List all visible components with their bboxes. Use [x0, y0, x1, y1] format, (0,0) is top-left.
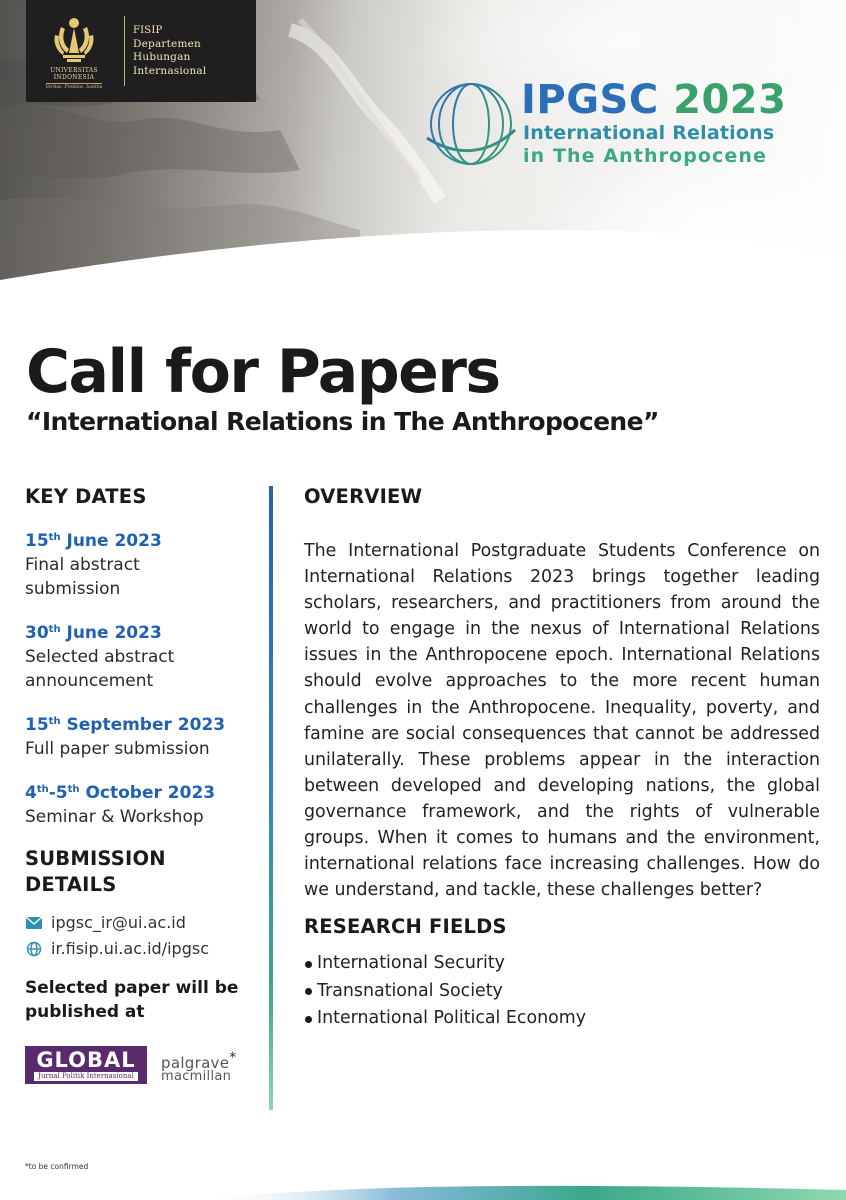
date-description: announcement	[25, 671, 154, 691]
date-day: 15	[25, 531, 49, 551]
date-item	[25, 713, 265, 761]
submission-heading-line1: SUBMISSION	[25, 847, 166, 870]
date-month-year: June 2023	[60, 623, 162, 643]
date-day: 15	[25, 715, 49, 735]
conference-acronym	[521, 78, 786, 122]
university-motto: Veritas, Probitas, Iustitia	[45, 84, 103, 90]
overview-text: The International Postgraduate Students Conference on International Relations 2023 brings together leading scholars, researchers, and practitioners from around the world to engage in the nexus of International Relations issues in the Anthropocene epoch. International Relations should evolve approaches to the more recent human challenges in the Anthropocene. Inequality, poverty, and famine are social consequences that cannot be addressed unilaterally. These problems appear in the interaction between developed and developing nations, the global governance framework, and the rights of vulnerable groups. When it comes to humans and the environment, international relations face increasing challenges. How do we understand, and tackle, these challenges better?	[304, 541, 820, 901]
conference-theme-line2: in The Anthropocene	[523, 145, 768, 167]
bottom-wave	[0, 1160, 846, 1200]
conference-year: 2023	[673, 77, 787, 123]
publisher-logos	[25, 1046, 265, 1084]
conference-theme	[523, 122, 774, 168]
makara-icon	[51, 13, 97, 65]
publisher-imprint: macmillan	[161, 1069, 232, 1084]
banner-curve	[0, 190, 846, 320]
date-label	[25, 621, 265, 645]
date-month-year: October 2023	[79, 783, 216, 803]
publisher-asterisk: *	[229, 1050, 237, 1066]
published-line1: Selected paper will be	[25, 978, 239, 998]
page-subtitle: “International Relations in The Anthropocene”	[26, 407, 659, 436]
globe-icon	[425, 78, 517, 170]
department-line2: Departemen	[133, 37, 201, 50]
university-name-line1: UNIVERSITAS	[50, 66, 98, 74]
university-name-line2: INDONESIA	[53, 73, 95, 81]
list-item: Transnational Society	[304, 978, 820, 1006]
header-banner	[0, 0, 846, 300]
date-description: submission	[25, 579, 121, 599]
conference-theme-line1: International Relations	[523, 122, 775, 144]
publisher-name: palgrave	[161, 1054, 230, 1072]
website-row[interactable]	[25, 936, 265, 962]
published-line2: published at	[25, 1002, 145, 1022]
key-dates-list	[25, 529, 265, 829]
palgrave-logo	[161, 1051, 237, 1084]
makara-emblem	[26, 0, 122, 102]
envelope-icon	[25, 915, 43, 931]
email-link[interactable]: ipgsc_ir@ui.ac.id	[51, 913, 186, 932]
footnote: *to be confirmed	[25, 1162, 89, 1171]
right-column	[304, 484, 820, 1033]
globe-web-icon	[25, 941, 43, 957]
contact-list	[25, 910, 265, 962]
published-note	[25, 976, 265, 1024]
date-suffix: th	[48, 532, 61, 543]
date-description: Final abstract	[25, 555, 140, 575]
date-suffix: th	[48, 716, 61, 727]
date-range-end: -5	[48, 783, 68, 803]
left-column	[25, 484, 265, 1084]
date-month-year: September 2023	[60, 715, 226, 735]
key-dates-heading: KEY DATES	[25, 485, 147, 508]
date-description: Selected abstract	[25, 647, 175, 667]
research-fields-list	[304, 950, 820, 1033]
date-item	[25, 529, 265, 601]
list-item: International Security	[304, 950, 820, 978]
date-suffix: th	[48, 624, 61, 635]
column-divider	[269, 486, 273, 1110]
date-suffix: th	[36, 784, 49, 795]
website-link[interactable]: ir.fisip.ui.ac.id/ipgsc	[51, 939, 209, 958]
date-item	[25, 621, 265, 693]
date-label	[25, 781, 265, 805]
research-fields-heading: RESEARCH FIELDS	[304, 915, 507, 939]
date-suffix: th	[67, 784, 80, 795]
conference-logo	[425, 78, 825, 174]
date-day: 4	[25, 783, 37, 803]
page-title: Call for Papers	[26, 337, 500, 407]
list-item: International Political Economy	[304, 1005, 820, 1033]
department-line4: Internasional	[133, 64, 207, 77]
submission-heading-line2: DETAILS	[25, 873, 117, 896]
department-line3: Hubungan	[133, 51, 191, 63]
date-label	[25, 529, 265, 553]
date-month-year: June 2023	[60, 531, 162, 551]
university-logo	[26, 0, 256, 102]
date-description: Seminar & Workshop	[25, 807, 204, 827]
global-journal-logo	[25, 1046, 147, 1084]
department-line1: FISIP	[133, 25, 163, 36]
journal-subtitle: Jurnal Politik Internasional	[34, 1072, 138, 1081]
date-label	[25, 713, 265, 737]
overview-heading: OVERVIEW	[304, 485, 423, 508]
journal-name: GLOBAL	[36, 1048, 136, 1072]
department-name	[133, 24, 206, 78]
submission-heading	[25, 846, 265, 898]
date-day: 30	[25, 623, 49, 643]
conference-name: IPGSC	[521, 77, 659, 123]
email-row[interactable]	[25, 910, 265, 936]
date-description: Full paper submission	[25, 739, 210, 759]
logo-divider	[124, 16, 125, 86]
date-item	[25, 781, 265, 829]
